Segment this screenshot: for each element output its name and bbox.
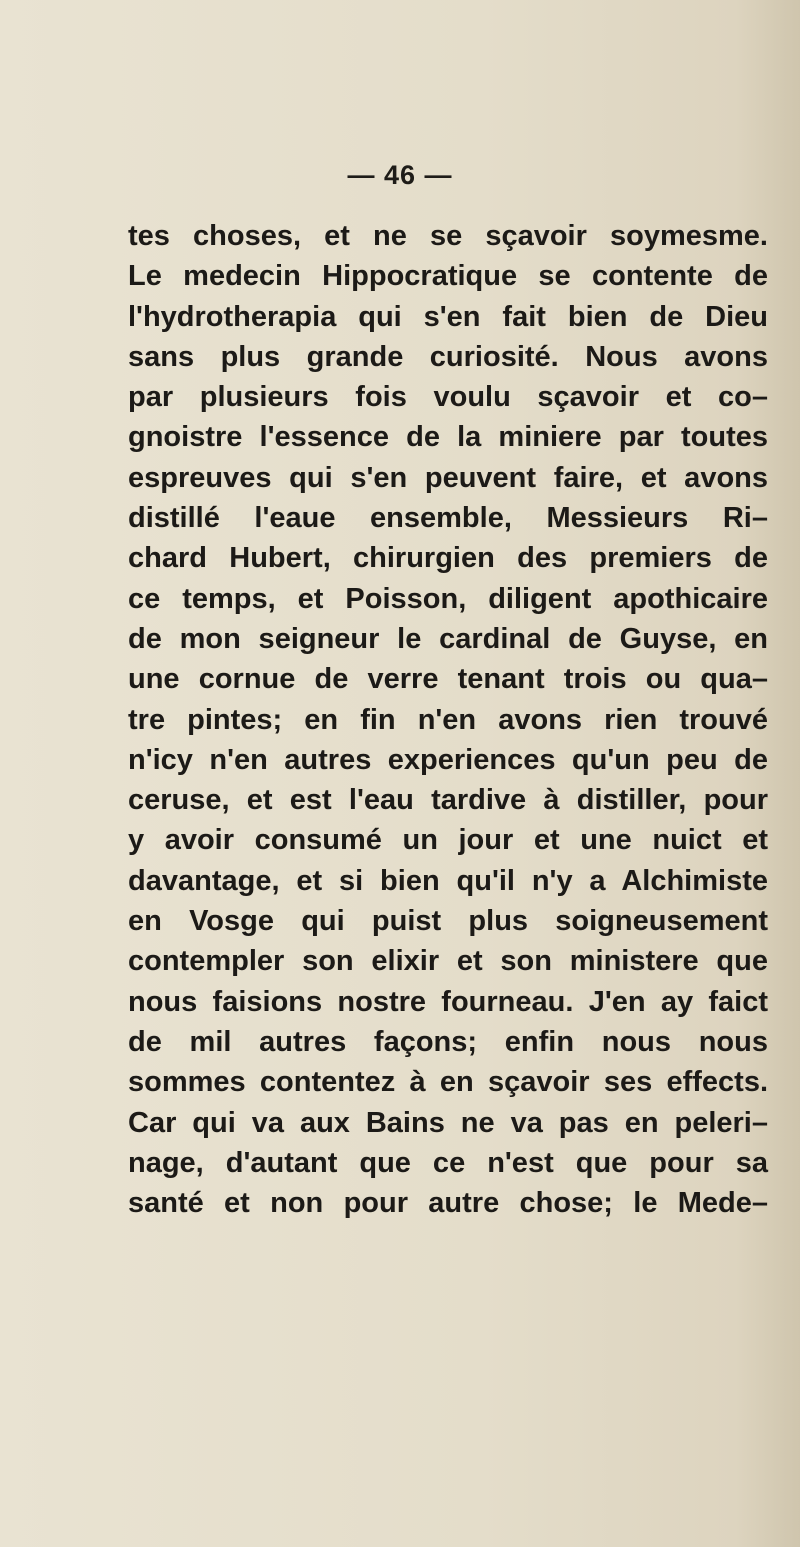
text-line: de mon seigneur le cardinal de Guyse, en (128, 622, 768, 655)
text-line: espreuves qui s'en peuvent faire, et avons (128, 461, 768, 494)
text-line: nous faisions nostre fourneau. J'en ay faict (128, 985, 768, 1018)
text-line: distillé l'eaue ensemble, Messieurs Ri– (128, 502, 768, 535)
text-line: chard Hubert, chirurgien des premiers de (128, 542, 768, 575)
text-line: ceruse, et est l'eau tardive à distiller, pour (128, 784, 768, 817)
text-line: tes choses, et ne se sçavoir soymesme. (128, 220, 768, 252)
body-text (128, 216, 768, 1223)
text-line: davantage, et si bien qu'il n'y a Alchimiste (128, 864, 768, 897)
text-line: par plusieurs fois voulu sçavoir et co– (128, 381, 768, 414)
text-line: sommes contentez à en sçavoir ses effects. (128, 1066, 768, 1099)
text-line: n'icy n'en autres experiences qu'un peu de (128, 743, 768, 776)
text-line: santé et non pour autre chose; le Mede– (128, 1187, 768, 1220)
text-line: gnoistre l'essence de la miniere par toutes (128, 421, 768, 454)
text-line: Le medecin Hippocratique se contente de (128, 260, 768, 293)
text-line: en Vosge qui puist plus soigneusement (128, 905, 768, 938)
text-line: sans plus grande curiosité. Nous avons (128, 340, 768, 373)
text-line: ce temps, et Poisson, diligent apothicaire (128, 582, 768, 615)
text-line: y avoir consumé un jour et une nuict et (128, 824, 768, 857)
text-line: de mil autres façons; enfin nous nous (128, 1025, 768, 1058)
text-line: tre pintes; en fin n'en avons rien trouvé (128, 703, 768, 736)
text-line: une cornue de verre tenant trois ou qua– (128, 663, 768, 696)
text-line: contempler son elixir et son ministere que (128, 945, 768, 978)
text-line: Car qui va aux Bains ne va pas en peleri– (128, 1106, 768, 1139)
text-line: l'hydrotherapia qui s'en fait bien de Dieu (128, 300, 768, 333)
page-number: — 46 — (347, 160, 453, 190)
text-line: nage, d'autant que ce n'est que pour sa (128, 1146, 768, 1179)
